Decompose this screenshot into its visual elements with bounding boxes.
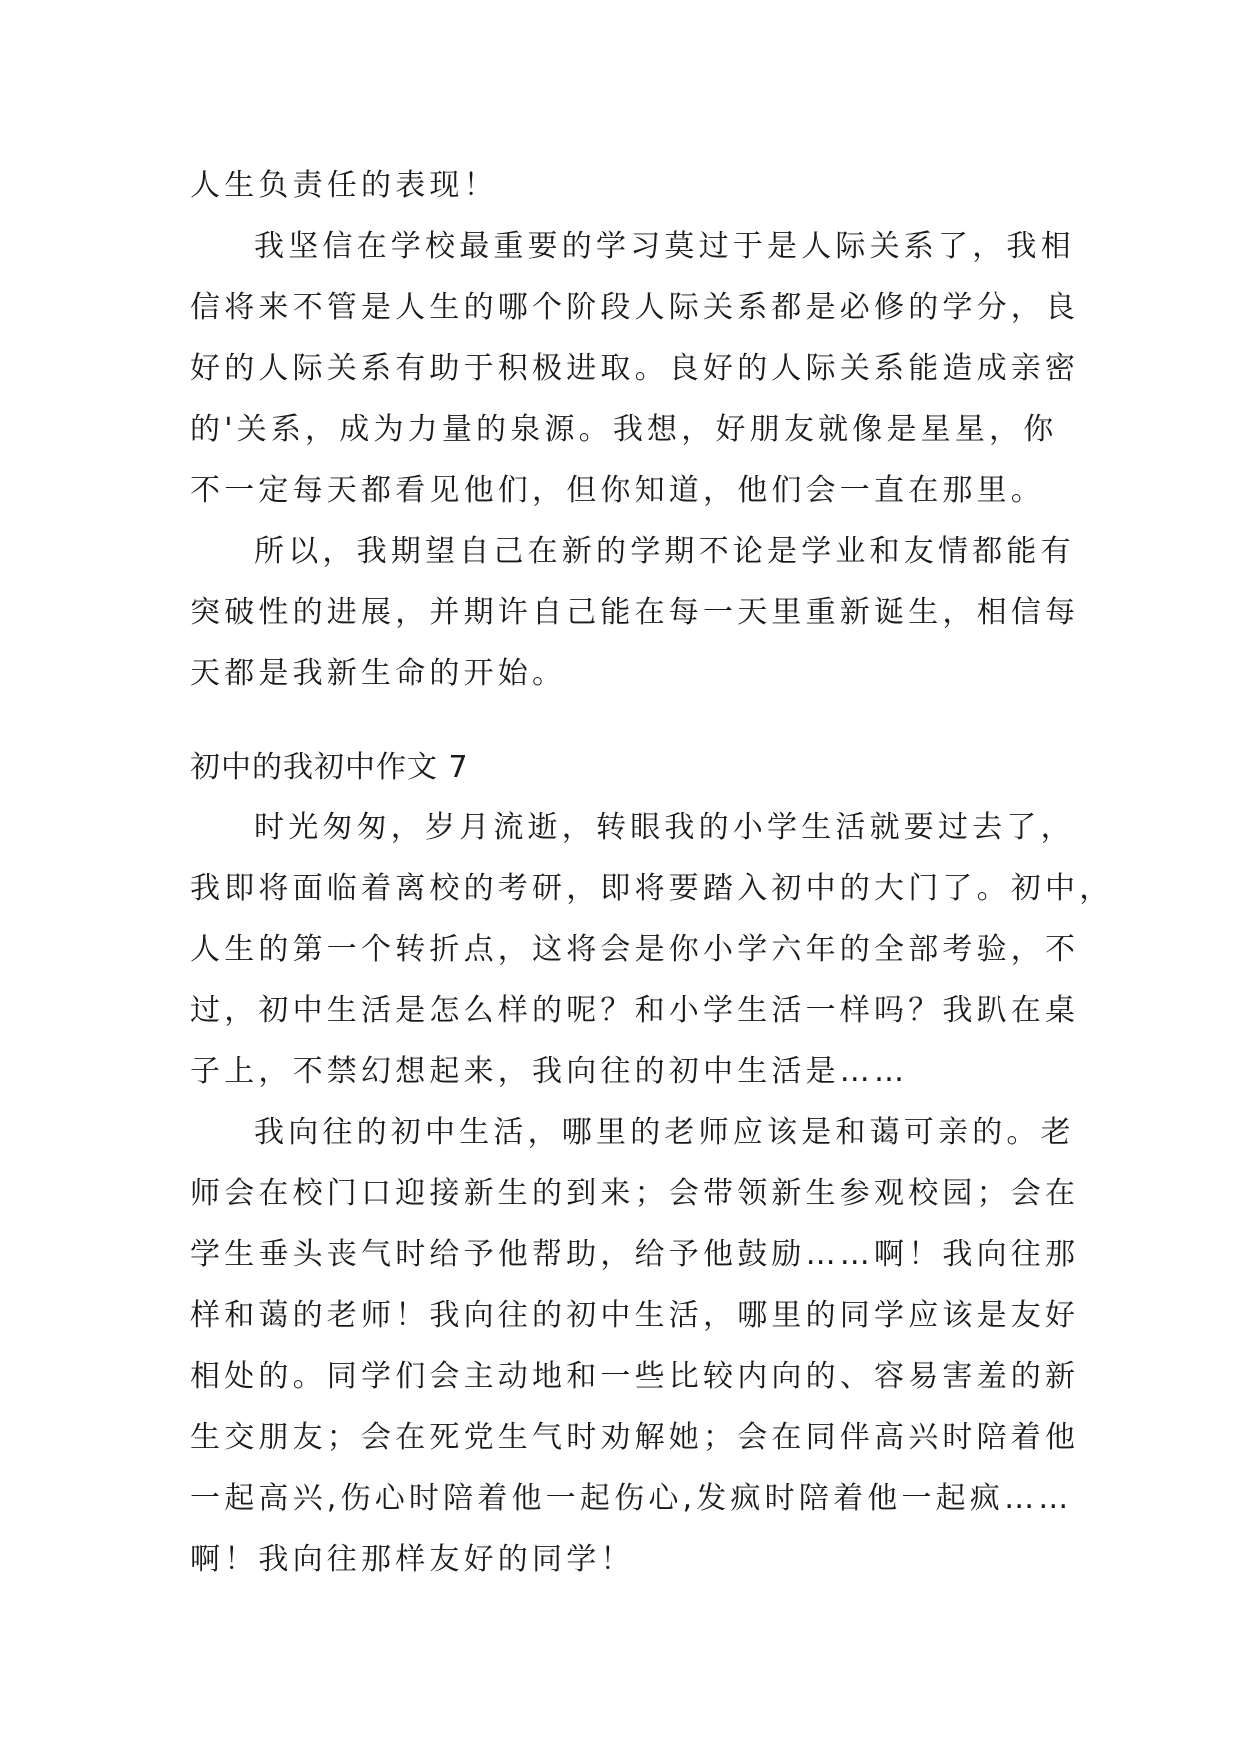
paragraph-first-line: 我坚信在学校最重要的学习莫过于是人际关系了，我相 (254, 229, 1075, 264)
text-line: 相处的。同学们会主动地和一些比较内向的、容易害羞的新 (190, 1359, 1080, 1394)
text-line: 我即将面临着离校的考研，即将要踏入初中的大门了。初中， (190, 871, 1114, 906)
text-line: 的'关系，成为力量的泉源。我想，好朋友就像是星星，你 (190, 412, 1058, 447)
text-line: 学生垂头丧气时给予他帮助，给予他鼓励……啊！我向往那 (190, 1237, 1080, 1272)
text-line: 样和蔼的老师！我向往的初中生活，哪里的同学应该是友好 (190, 1298, 1080, 1333)
text-line: 信将来不管是人生的哪个阶段人际关系都是必修的学分，良 (190, 290, 1080, 325)
text-line: 突破性的进展，并期许自己能在每一天里重新诞生，相信每 (190, 595, 1080, 630)
text-line: 不一定每天都看见他们，但你知道，他们会一直在那里。 (190, 473, 1045, 508)
text-line: 天都是我新生命的开始。 (190, 656, 567, 691)
section-heading: 初中的我初中作文 7 (190, 750, 469, 785)
text-line: 师会在校门口迎接新生的到来；会带领新生参观校园；会在 (190, 1176, 1080, 1211)
text-line: 过，初中生活是怎么样的呢？和小学生活一样吗？我趴在桌 (190, 993, 1080, 1028)
text-line: 子上，不禁幻想起来，我向往的初中生活是…… (190, 1054, 909, 1089)
text-line: 人生的第一个转折点，这将会是你小学六年的全部考验，不 (190, 932, 1080, 967)
paragraph-first-line: 时光匆匆，岁月流逝，转眼我的小学生活就要过去了， (254, 810, 1075, 845)
text-line: 啊！我向往那样友好的同学！ (190, 1542, 635, 1577)
paragraph-first-line: 我向往的初中生活，哪里的老师应该是和蔼可亲的。老 (254, 1115, 1075, 1150)
text-line: 人生负责任的表现！ (190, 168, 498, 203)
text-line: 一起高兴,伤心时陪着他一起伤心,发疯时陪着他一起疯…… (190, 1481, 1073, 1516)
text-line: 生交朋友；会在死党生气时劝解她；会在同伴高兴时陪着他 (190, 1420, 1080, 1455)
text-line: 好的人际关系有助于积极进取。良好的人际关系能造成亲密 (190, 351, 1080, 386)
paragraph-first-line: 所以，我期望自己在新的学期不论是学业和友情都能有 (254, 534, 1075, 569)
